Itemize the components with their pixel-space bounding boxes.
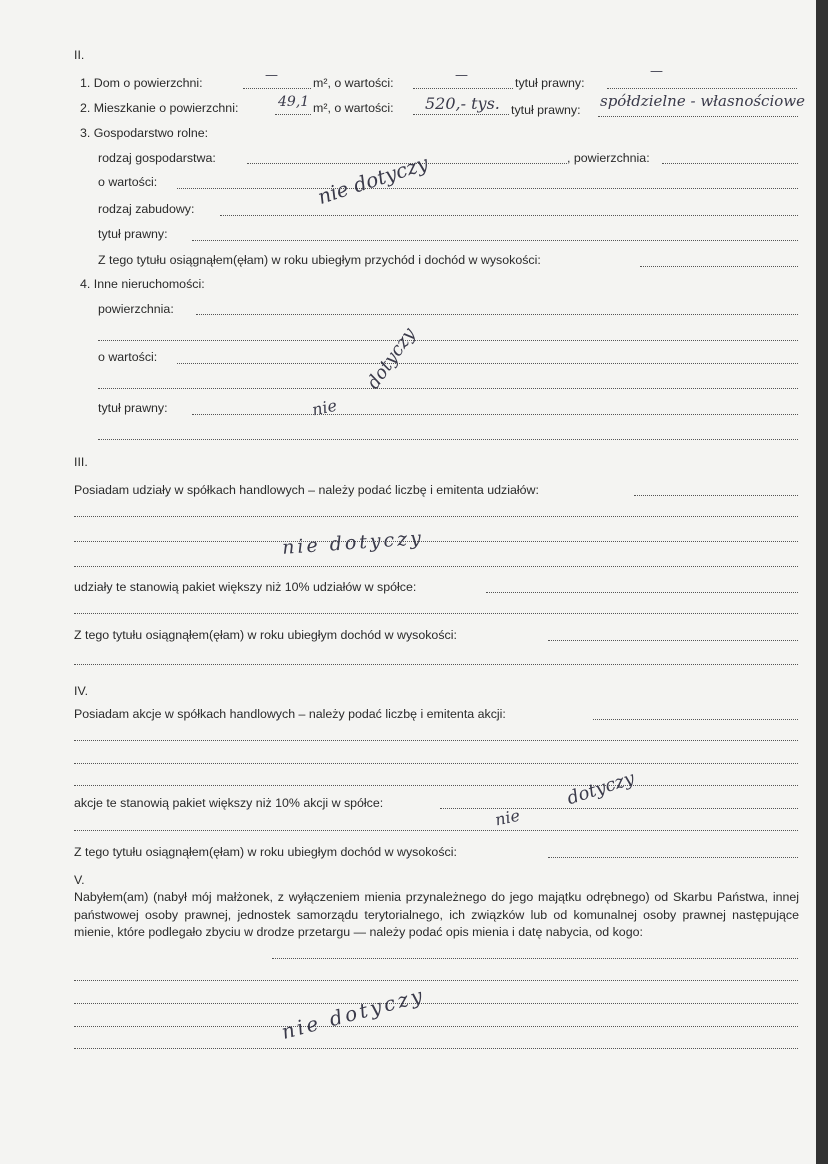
stocks-income-field[interactable]	[548, 857, 798, 858]
acquired-property-text: Nabyłem(am) (nabył mój małżonek, z wyłączeniem mienia przynależnego do jego majątku odrębnego) od Skarbu Państwa, innej państwowej osoby prawnej, jednostek samorządu terytorialnego, ich związków lub od komunalnej osoby prawnej następujące mienie, które podlegało zbyciu w drodze przetargu — należy podać opis mienia i datę nabycia, od kogo:	[74, 890, 799, 939]
farm-area-field[interactable]	[662, 163, 798, 164]
stocks-field-2[interactable]	[74, 740, 798, 741]
house-unit-label: m², o wartości:	[313, 76, 394, 90]
farm-label: 3. Gospodarstwo rolne:	[80, 126, 209, 140]
other-handwritten-note-b: nie	[310, 395, 339, 420]
flat-value: 520,- tys.	[425, 94, 500, 113]
farm-handwritten-note: nie dotyczy	[314, 150, 432, 209]
shares-field[interactable]	[634, 495, 798, 496]
acquired-field[interactable]	[272, 958, 798, 959]
shares-handwritten-note: nie dotyczy	[281, 527, 425, 559]
other-right-label: tytuł prawny:	[98, 401, 168, 415]
shares-income-field-2[interactable]	[74, 664, 798, 665]
other-value-field[interactable]	[177, 363, 798, 364]
shares-income-field[interactable]	[548, 640, 798, 641]
other-handwritten-note-a: dotyczy	[362, 324, 420, 393]
flat-unit-label: m², o wartości:	[313, 101, 394, 115]
section-iv-heading: IV.	[74, 684, 89, 698]
stocks-handwritten-note-a: dotyczy	[564, 767, 638, 810]
house-title-field[interactable]	[607, 88, 797, 89]
acquired-field-2[interactable]	[74, 980, 798, 981]
stocks-pack-label: akcje te stanowią pakiet większy niż 10% akcji w spółce:	[74, 796, 384, 810]
other-right-field[interactable]	[192, 414, 798, 415]
farm-value-label: o wartości:	[98, 175, 158, 189]
section-v-heading: V.	[74, 873, 85, 887]
other-right-field-2[interactable]	[98, 439, 798, 440]
acquired-field-5[interactable]	[74, 1048, 798, 1049]
house-area-label: 1. Dom o powierzchni:	[80, 76, 203, 90]
farm-right-field[interactable]	[192, 240, 798, 241]
farm-area-label: , powierzchnia:	[567, 151, 650, 165]
farm-building-label: rodzaj zabudowy:	[98, 202, 195, 216]
farm-type-label: rodzaj gospodarstwa:	[98, 151, 216, 165]
shares-pack-field[interactable]	[486, 592, 798, 593]
shares-label: Posiadam udziały w spółkach handlowych – należy podać liczbę i emitenta udziałów:	[74, 483, 539, 497]
flat-area-field[interactable]	[275, 114, 311, 115]
shares-income-label: Z tego tytułu osiągnąłem(ęłam) w roku ubiegłym dochód w wysokości:	[74, 628, 457, 642]
flat-value-field[interactable]	[413, 114, 509, 115]
house-value-field[interactable]	[413, 88, 513, 89]
flat-area-label: 2. Mieszkanie o powierzchni:	[80, 101, 239, 115]
stocks-field-4[interactable]	[74, 785, 798, 786]
stocks-label: Posiadam akcje w spółkach handlowych – należy podać liczbę i emitenta akcji:	[74, 707, 506, 721]
farm-income-field[interactable]	[640, 266, 798, 267]
stocks-income-label: Z tego tytułu osiągnąłem(ęłam) w roku ubiegłym dochód w wysokości:	[74, 845, 457, 859]
stocks-field-3[interactable]	[74, 763, 798, 764]
house-value: —	[455, 68, 468, 83]
house-title-value: —	[650, 64, 663, 79]
other-value-field-2[interactable]	[98, 388, 798, 389]
acquired-handwritten-note: nie dotyczy	[278, 982, 428, 1044]
stocks-pack-field[interactable]	[440, 808, 798, 809]
other-area-field[interactable]	[196, 314, 798, 315]
other-area-field-2[interactable]	[98, 340, 798, 341]
shares-field-3[interactable]	[74, 541, 798, 542]
farm-income-label: Z tego tytułu osiągnąłem(ęłam) w roku ubiegłym przychód i dochód w wysokości:	[98, 253, 541, 267]
other-area-label: powierzchnia:	[98, 302, 174, 316]
acquired-field-3[interactable]	[74, 1003, 798, 1004]
flat-title-label: tytuł prawny:	[511, 103, 581, 117]
stocks-pack-field-2[interactable]	[74, 830, 798, 831]
shares-pack-label: udziały te stanowią pakiet większy niż 10% udziałów w spółce:	[74, 580, 417, 594]
section-ii-heading: II.	[74, 48, 85, 62]
other-value-label: o wartości:	[98, 350, 158, 364]
farm-building-field[interactable]	[220, 215, 798, 216]
flat-title-field[interactable]	[598, 116, 798, 117]
shares-field-4[interactable]	[74, 566, 798, 567]
house-area-field[interactable]	[243, 88, 311, 89]
flat-title-value: spółdzielne - własnościowe	[600, 92, 805, 110]
section-iii-heading: III.	[74, 455, 88, 469]
acquired-field-4[interactable]	[74, 1026, 798, 1027]
house-title-label: tytuł prawny:	[515, 76, 585, 90]
shares-pack-field-2[interactable]	[74, 613, 798, 614]
farm-right-label: tytuł prawny:	[98, 227, 168, 241]
stocks-handwritten-note-b: nie	[493, 805, 522, 830]
flat-area-value: 49,1	[278, 94, 310, 110]
stocks-field[interactable]	[593, 719, 798, 720]
house-area-value: —	[265, 68, 278, 83]
other-property-label: 4. Inne nieruchomości:	[80, 277, 205, 291]
scan-edge	[816, 0, 828, 1164]
shares-field-2[interactable]	[74, 516, 798, 517]
farm-value-field[interactable]	[177, 188, 798, 189]
